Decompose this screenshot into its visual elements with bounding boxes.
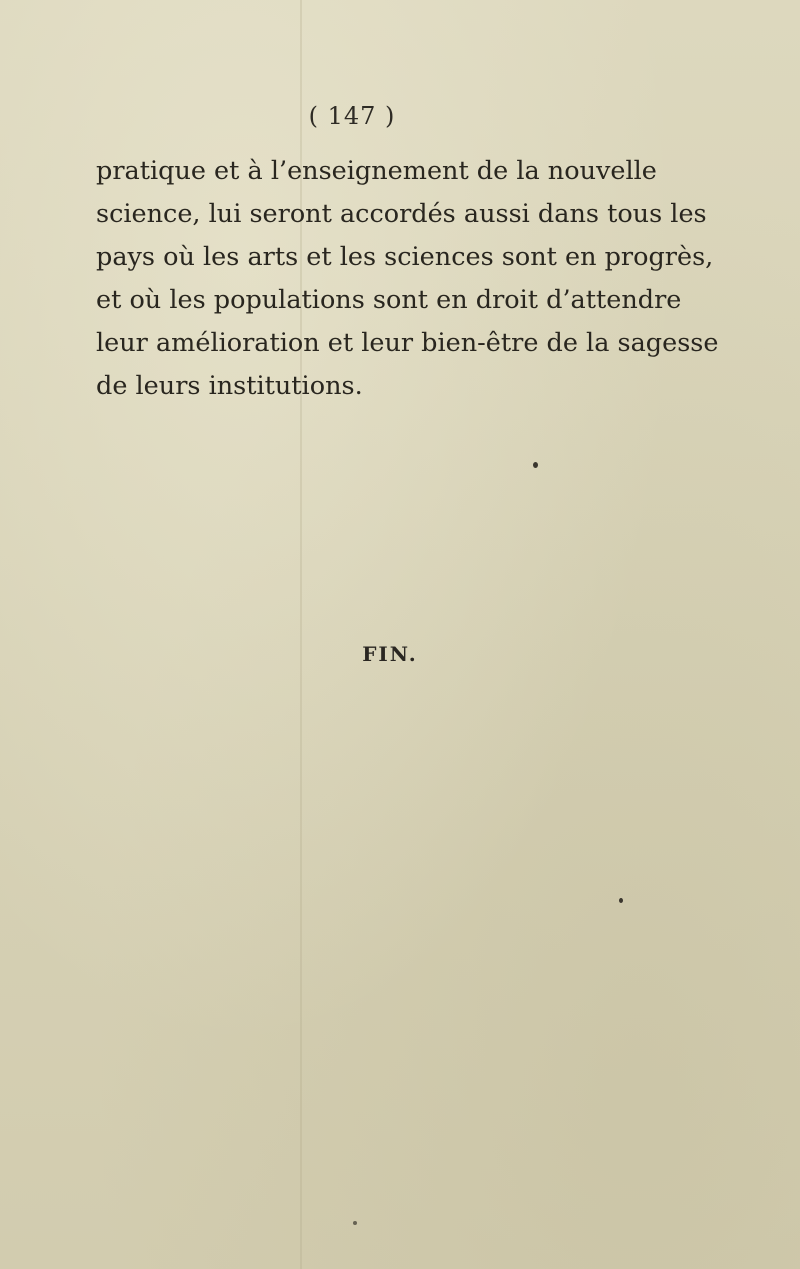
text-line: pratique et à l’enseignement de la nouvelle	[96, 156, 657, 186]
text-line: science, lui seront accordés aussi dans tous les	[96, 199, 707, 229]
closing-mark: FIN.	[362, 642, 418, 666]
ink-speck	[353, 1221, 357, 1225]
ink-speck	[619, 898, 623, 903]
ink-speck	[533, 462, 538, 468]
text-line: de leurs institutions.	[96, 371, 363, 401]
body-text	[96, 150, 719, 408]
text-line: pays où les arts et les sciences sont en progrès,	[96, 242, 714, 272]
text-line: et où les populations sont en droit d’attendre	[96, 285, 682, 315]
text-line: leur amélioration et leur bien-être de la sagesse	[96, 328, 719, 358]
page-number: ( 147 )	[308, 102, 396, 130]
